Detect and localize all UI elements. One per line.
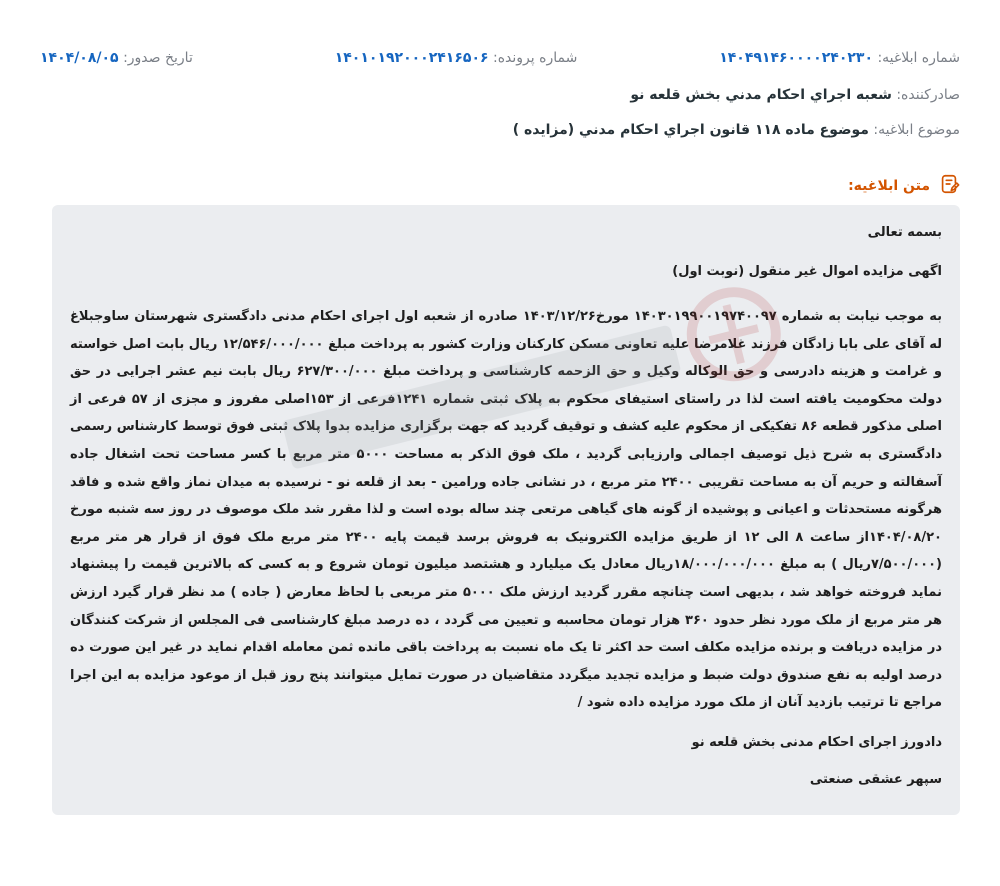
issuer-row bbox=[630, 87, 960, 103]
notice-subheading: اگهی مزایده اموال غیر منقول (نوبت اول) bbox=[672, 264, 942, 279]
signature-name: سپهر عشقی صنعتی bbox=[809, 771, 942, 787]
notice-text-section-title bbox=[848, 173, 960, 199]
notice-number-label: شماره ابلاغیه: bbox=[877, 50, 960, 66]
notice-heading: بسمه تعالی bbox=[867, 225, 942, 240]
notice-body: به موجب نیابت به شماره ۱۴۰۳۰۱۹۹۰۰۱۹۷۴۰۰۹۷ مورخ۱۴۰۳/۱۲/۲۶ صادره از شعبه اول اجرای احکام مدنی دادگستری شهرستان ساوجبلاغ له آقای علی بابا زادگان فرزند غلامرضا علیه تعاونی مسکن کارکنان وزارت کشور به پرداخت مبلغ ۱۲/۵۴۶/۰۰۰/۰۰۰ ریال بابت اصل خواسته و غرامت و هزینه دادرسی و حق الوکاله وکیل و حق الزحمه کارشناسی و پرداخت مبلغ ۶۲۷/۳۰۰/۰۰۰ ریال بابت نیم عشر اجرایی در حق دولت محکومیت یافته است لذا در راستای استیفای محکوم به پلاک ثبتی شماره ۱۲۴۱فرعی از ۱۵۳اصلی مفروز و مجزی از ۵۷ فرعی از اصلی مذکور قطعه ۸۶ تفکیکی از محکوم علیه کشف و توقیف گردید که جهت برگزاری مزایده بدوا پلاک ثبتی فوق توسط کارشناس رسمی دادگستری به شرح ذیل توصیف اجمالی وارزیابی گردید ، ملک فوق الذکر به مساحت ۵۰۰۰ متر مربع با کسر مساحت تحت اشغال جاده آسفالته و حریم آن به مساحت تقریبی ۲۴۰۰ متر مربع ، در نشانی جاده ورامین - بعد از قلعه نو - نرسیده به میدان نماز واقع شده و فاقد هرگونه مستحدثات و اعیانی و پوشیده از گونه های گیاهی مرتعی چند ساله بوده است و لذا مقرر شد ملک موصوف در روز سه شنبه مورخ ۱۴۰۴/۰۸/۲۰از ساعت ۸ الی ۱۲ از طریق مزایده الکترونیک به فروش برسد قیمت پایه ۲۴۰۰ متر مربع ملک فوق از قرار هر متر مربع (۷/۵۰۰/۰۰۰ریال ) به مبلغ ۱۸/۰۰۰/۰۰۰/۰۰۰ریال معادل یک میلیارد و هشتصد میلیون تومان شروع و به کسی که بالاترین قیمت را پیشنهاد نماید فروخته خواهد شد ، بدیهی است چنانچه مقرر گردید ارزش ملک ۵۰۰۰ متر مربعی با لحاظ معارض ( جاده ) مد نظر قرار گیرد ارزش هر متر مربع از ملک مورد نظر حدود ۳۶۰ هزار تومان محاسبه و تعیین می گردد ، ده درصد مبلغ کارشناسی فی المجلس از شرکت کنندگان در مزایده دریافت و برنده مزایده مکلف است حد اکثر تا یک ماه نسبت به پرداخت باقی مانده ثمن معامله اقدام نماید در غیر این صورت ده درصد اولیه به نفع صندوق دولت ضبط و مزایده تجدید میگردد متقاضیان در صورت تمایل میتوانند پنج روز قبل از موعود مزایده به این اجرا مراجع تا ترتیب بازدید آنان از ملک مورد مزایده داده شود / bbox=[70, 309, 943, 711]
subject-label: موضوع ابلاغیه: bbox=[873, 122, 960, 138]
issue-date bbox=[40, 50, 193, 66]
issuer-label: صادرکننده: bbox=[896, 87, 960, 103]
document-edit-icon bbox=[938, 173, 960, 199]
subject-value: موضوع ماده ۱۱۸ قانون اجراي احکام مدني (مزايده ) bbox=[512, 122, 869, 138]
notice-text-title: متن ابلاغیه: bbox=[848, 178, 930, 194]
notice-number-value: ۱۴۰۴۹۱۴۶۰۰۰۰۲۴۰۲۳۰ bbox=[719, 50, 873, 66]
signature-title: دادورز اجرای احکام مدنی بخش قلعه نو bbox=[691, 734, 942, 750]
notice-text-box bbox=[52, 205, 960, 815]
subject-row bbox=[513, 122, 960, 138]
case-number-label: شماره پرونده: bbox=[492, 50, 578, 66]
issue-date-label: تاریخ صدور: bbox=[123, 50, 193, 66]
meta-row-numbers bbox=[40, 50, 960, 66]
notice-number bbox=[719, 50, 960, 66]
issuer-value: شعبه اجراي احکام مدني بخش قلعه نو bbox=[630, 87, 892, 103]
issue-date-value: ۱۴۰۴/۰۸/۰۵ bbox=[40, 50, 119, 66]
case-number-value: ۱۴۰۱۰۱۹۲۰۰۰۲۴۱۶۵۰۶ bbox=[334, 50, 489, 66]
case-number bbox=[335, 50, 578, 66]
